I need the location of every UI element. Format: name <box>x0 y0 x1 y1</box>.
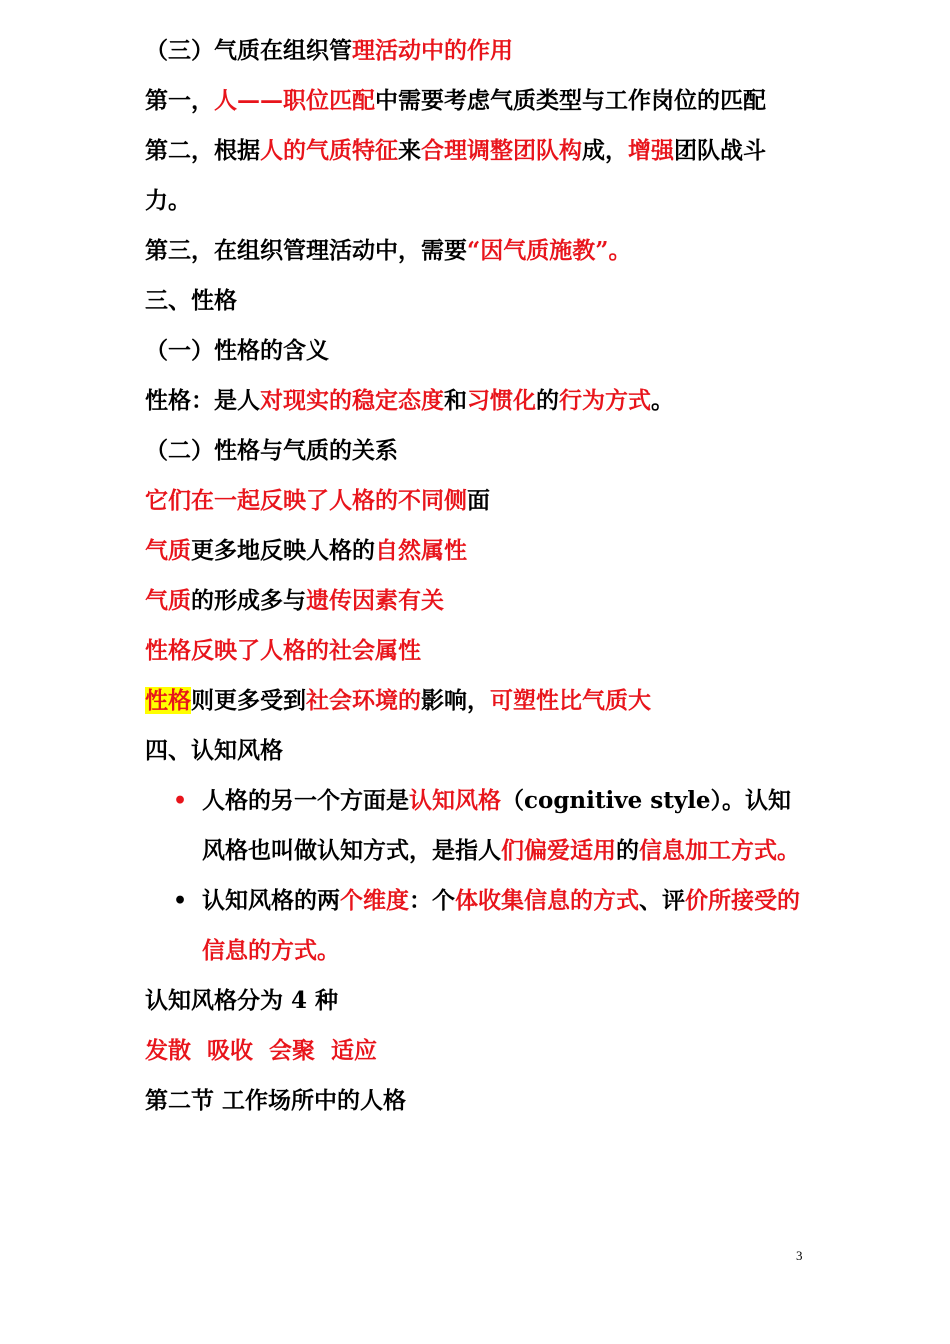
subheading-relationship: （二）性格与气质的关系 <box>145 437 398 464</box>
text-red: 人——职位匹配 <box>214 87 375 114</box>
relation-line-5 <box>145 676 810 726</box>
subheading-character-meaning: （一）性格的含义 <box>145 337 329 364</box>
relation-line-1 <box>145 476 810 526</box>
relation-line-2 <box>145 526 810 576</box>
character-definition <box>145 376 810 426</box>
relation-line-4 <box>145 626 810 676</box>
text: （三）气质在组织管 <box>145 37 352 64</box>
point-third <box>145 226 810 276</box>
text: 。 <box>651 387 674 414</box>
text-red: 遗传因素有关 <box>306 587 444 614</box>
cognitive-style-types: 发散 吸收 会聚 适应 <box>145 1037 378 1064</box>
text: ：个 <box>409 887 455 914</box>
text-red: 行为方式 <box>559 387 651 414</box>
text-red: “因气质施教”。 <box>467 237 632 264</box>
heading-temperament-role <box>145 26 810 76</box>
text: 中需要考虑气质类型与工作岗位的匹配 <box>375 87 766 114</box>
text-red: 性格反映了人格的社会属性 <box>145 637 421 664</box>
section-heading-workplace: 第二节 工作场所中的人格 <box>145 1087 407 1114</box>
text: 第一， <box>145 87 214 114</box>
bullet-icon: • <box>173 788 188 814</box>
text-red: 增强 <box>628 137 674 164</box>
point-second <box>145 126 810 226</box>
section-heading-character: 三、性格 <box>145 287 237 314</box>
bullet-item-1 <box>145 776 810 876</box>
bullet-icon: • <box>173 888 188 914</box>
text: 影响， <box>421 687 490 714</box>
text: 、评 <box>639 887 685 914</box>
point-first <box>145 76 810 126</box>
text-red: 气质 <box>145 537 191 564</box>
page-number: 3 <box>796 1248 803 1263</box>
text-red: 社会环境的 <box>306 687 421 714</box>
text: （cognitive style）。认知风格也叫做认知方式，是指人 <box>202 787 792 864</box>
text: 的形成多与 <box>191 587 306 614</box>
text-red: 体收集信息的方式 <box>455 887 639 914</box>
text-red: 合理调整团队构 <box>421 137 582 164</box>
text-red: 信息加工方式。 <box>639 837 800 864</box>
text: 来 <box>398 137 421 164</box>
text-red: 人的气质特征 <box>260 137 398 164</box>
text-red: 理活动中的作用 <box>352 37 513 64</box>
relation-line-3 <box>145 576 810 626</box>
text: 则更多受到 <box>191 687 306 714</box>
text-red: 它们在一起反映了人格的不同侧 <box>145 487 467 514</box>
text-red: 可塑性比气质大 <box>490 687 651 714</box>
section-heading-cognitive-style: 四、认知风格 <box>145 737 283 764</box>
text-red: 价所接受的信息的方式。 <box>202 887 800 964</box>
text: 的 <box>536 387 559 414</box>
text-red: 个维度 <box>340 887 409 914</box>
page-content <box>145 26 810 1126</box>
text: 团队战斗力。 <box>145 137 766 214</box>
text-red: 习惯化 <box>467 387 536 414</box>
text-red: 自然属性 <box>375 537 467 564</box>
text-red: 气质 <box>145 587 191 614</box>
text: 认知风格的两 <box>202 887 340 914</box>
text-red: 对现实的稳定态度 <box>260 387 444 414</box>
bullet-item-2 <box>145 876 810 976</box>
text: 成， <box>582 137 628 164</box>
highlighted-text: 性格 <box>145 687 191 714</box>
cognitive-style-count: 认知风格分为 4 种 <box>145 987 339 1014</box>
text: 面 <box>467 487 490 514</box>
text-red: 认知风格 <box>409 787 501 814</box>
text: 更多地反映人格的 <box>191 537 375 564</box>
text-red: 们偏爱适用 <box>501 837 616 864</box>
text: 和 <box>444 387 467 414</box>
text: 性格：是人 <box>145 387 260 414</box>
text: 的 <box>616 837 639 864</box>
text: 人格的另一个方面是 <box>202 787 409 814</box>
text: 第三，在组织管理活动中，需要 <box>145 237 467 264</box>
text: 第二，根据 <box>145 137 260 164</box>
